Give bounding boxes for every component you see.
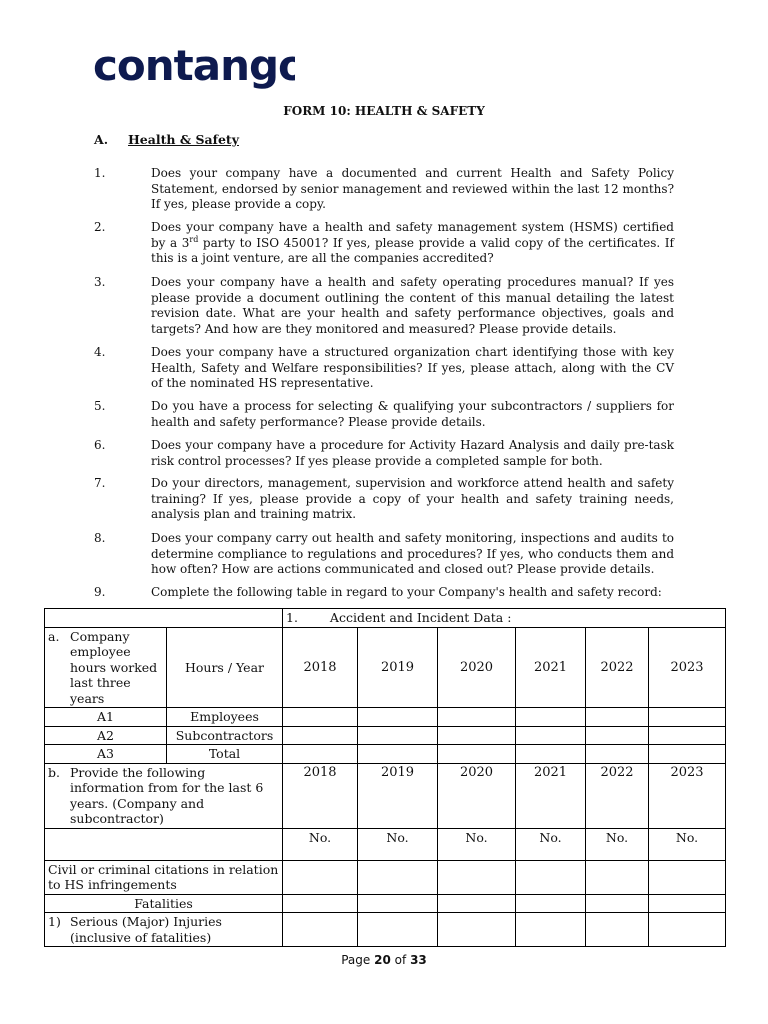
question-text: Does your company have a health and safety operating procedures manual? If yes please provide a document outlining the content of this manual detailing the latest revision date. What are your health and safety performance objectives, goals and targets? And how are they monitored and measured? Please provide details. xyxy=(151,275,674,336)
table-cell[interactable] xyxy=(438,726,516,745)
table-cell[interactable] xyxy=(516,894,586,913)
table-title-cell xyxy=(283,609,726,628)
civil-citations-label: Civil or criminal citations in relation to HS infringements xyxy=(45,860,283,894)
table-cell[interactable] xyxy=(358,708,438,727)
table-cell[interactable] xyxy=(516,860,586,894)
table-cell[interactable] xyxy=(649,860,726,894)
section-heading xyxy=(94,132,239,147)
row-label: Employees xyxy=(167,708,283,727)
row-b-label-cell xyxy=(45,763,283,828)
table-cell[interactable] xyxy=(283,860,358,894)
table-cell[interactable] xyxy=(649,894,726,913)
table-cell[interactable] xyxy=(283,745,358,764)
table-row xyxy=(45,627,726,708)
table-row xyxy=(45,860,726,894)
row-b-text: Provide the following information from for the last 6 years. (Company and subcontractor) xyxy=(70,764,264,826)
table-cell[interactable] xyxy=(649,745,726,764)
table-title-row xyxy=(45,609,726,628)
question-number: 9. xyxy=(94,585,106,599)
question-text: Does your company have a structured organization chart identifying those with key Health, Safety and Welfare responsibilities? If yes, please attach, along with the CV of the nominated HS representative. xyxy=(151,345,674,391)
table-cell[interactable] xyxy=(358,745,438,764)
year-header: 2019 xyxy=(358,627,438,708)
no-header: No. xyxy=(586,828,649,860)
serious-text: Serious (Major) Injuries (inclusive of fatalities) xyxy=(70,914,222,945)
no-header: No. xyxy=(649,828,726,860)
question-5 xyxy=(94,399,674,430)
question-number: 1. xyxy=(94,166,106,180)
question-8 xyxy=(94,531,674,578)
table-row xyxy=(45,828,726,860)
table-title: Accident and Incident Data : xyxy=(329,610,512,625)
table-cell[interactable] xyxy=(283,708,358,727)
row-b-letter: b. xyxy=(48,764,60,780)
hours-header: Hours / Year xyxy=(167,627,283,708)
table-cell[interactable] xyxy=(516,745,586,764)
accident-incident-table xyxy=(44,608,726,947)
table-cell[interactable] xyxy=(438,708,516,727)
table-cell[interactable] xyxy=(586,745,649,764)
question-9 xyxy=(94,585,674,601)
superscript: rd xyxy=(189,234,199,244)
page-footer xyxy=(0,953,768,967)
table-row xyxy=(45,726,726,745)
serious-injuries-label-cell xyxy=(45,913,283,947)
no-header: No. xyxy=(438,828,516,860)
question-text: Do you have a process for selecting & qualifying your subcontractors / suppliers for health and safety performance? Please provide details. xyxy=(151,399,674,429)
table-cell[interactable] xyxy=(358,726,438,745)
fatalities-label: Fatalities xyxy=(45,894,283,913)
table-cell[interactable] xyxy=(358,894,438,913)
question-text-part: party to ISO 45001? If yes, please provide a valid copy of the certificates. If this is a joint venture, are all the companies accredited? xyxy=(151,235,674,266)
year-header: 2018 xyxy=(283,627,358,708)
table-cell[interactable] xyxy=(586,894,649,913)
table-cell[interactable] xyxy=(649,708,726,727)
row-label: Total xyxy=(167,745,283,764)
row-a-label xyxy=(48,629,163,707)
table-cell[interactable] xyxy=(516,726,586,745)
table-cell[interactable] xyxy=(358,860,438,894)
table-cell[interactable] xyxy=(586,860,649,894)
table-cell[interactable] xyxy=(438,860,516,894)
question-number: 3. xyxy=(94,275,106,289)
serious-injuries-label xyxy=(48,914,279,945)
no-header: No. xyxy=(283,828,358,860)
question-number: 8. xyxy=(94,531,106,545)
row-a-letter: a. xyxy=(48,628,60,644)
table-cell[interactable] xyxy=(649,913,726,947)
table-cell[interactable] xyxy=(283,894,358,913)
question-1 xyxy=(94,166,674,213)
table-cell[interactable] xyxy=(516,913,586,947)
page-number: 20 xyxy=(374,953,391,967)
question-6 xyxy=(94,438,674,469)
table-cell[interactable] xyxy=(586,726,649,745)
question-text: Do your directors, management, supervision and workforce attend health and safety training? If yes, please provide a copy of your health and safety training needs, analysis plan and training matrix. xyxy=(151,476,674,522)
footer-of: of xyxy=(394,953,407,967)
table-cell[interactable] xyxy=(438,745,516,764)
year-header: 2022 xyxy=(586,627,649,708)
table-cell[interactable] xyxy=(649,726,726,745)
row-code: A3 xyxy=(45,745,167,764)
row-a-label-cell xyxy=(45,627,167,708)
row-code: A1 xyxy=(45,708,167,727)
question-number: 5. xyxy=(94,399,106,413)
footer-prefix: Page xyxy=(341,953,371,967)
table-row xyxy=(45,708,726,727)
question-text: Complete the following table in regard to your Company's health and safety record: xyxy=(151,585,662,599)
row-label: Subcontractors xyxy=(167,726,283,745)
form-title: FORM 10: HEALTH & SAFETY xyxy=(283,104,485,118)
row-b-label xyxy=(48,765,279,827)
question-number: 7. xyxy=(94,476,106,490)
year-header: 2020 xyxy=(438,627,516,708)
year-header: 2019 xyxy=(358,763,438,828)
section-letter: A. xyxy=(94,132,109,147)
table-cell[interactable] xyxy=(283,913,358,947)
table-row xyxy=(45,894,726,913)
logo-text: contango xyxy=(93,44,295,90)
year-header: 2020 xyxy=(438,763,516,828)
table-title-number: 1. xyxy=(286,610,298,625)
year-header: 2018 xyxy=(283,763,358,828)
year-header: 2023 xyxy=(649,627,726,708)
question-number: 2. xyxy=(94,220,106,234)
table-row xyxy=(45,763,726,828)
year-header: 2023 xyxy=(649,763,726,828)
no-header: No. xyxy=(358,828,438,860)
year-header: 2021 xyxy=(516,627,586,708)
question-number: 4. xyxy=(94,345,106,359)
table-cell[interactable] xyxy=(586,913,649,947)
table-cell[interactable] xyxy=(438,913,516,947)
question-7 xyxy=(94,476,674,523)
table-cell[interactable] xyxy=(358,913,438,947)
table-row xyxy=(45,745,726,764)
contango-logo xyxy=(93,44,295,96)
row-code: A2 xyxy=(45,726,167,745)
logo-wordmark xyxy=(93,44,295,92)
question-text: Does your company have a documented and current Health and Safety Policy Statement, endorsed by senior management and reviewed within the last 12 months? If yes, please provide a copy. xyxy=(151,166,674,212)
question-number: 6. xyxy=(94,438,106,452)
table-cell xyxy=(45,609,283,628)
table-cell[interactable] xyxy=(586,708,649,727)
year-header: 2022 xyxy=(586,763,649,828)
section-title: Health & Safety xyxy=(128,132,239,147)
question-4 xyxy=(94,345,674,392)
question-text xyxy=(151,220,674,267)
no-header: No. xyxy=(516,828,586,860)
serious-number: 1) xyxy=(48,914,61,929)
table-cell xyxy=(45,828,283,860)
year-header: 2021 xyxy=(516,763,586,828)
question-2 xyxy=(94,220,674,267)
question-text: Does your company have a procedure for Activity Hazard Analysis and daily pre-task risk control processes? If yes please provide a completed sample for both. xyxy=(151,438,674,468)
table-cell[interactable] xyxy=(438,894,516,913)
question-3 xyxy=(94,275,674,337)
table-cell[interactable] xyxy=(516,708,586,727)
question-text-part: Does your company have a health and safety management system (HSMS) certified by a 3 xyxy=(151,220,674,250)
table-cell[interactable] xyxy=(283,726,358,745)
table-row xyxy=(45,913,726,947)
row-a-text: Company employee hours worked last three years xyxy=(70,628,158,706)
question-text: Does your company carry out health and safety monitoring, inspections and audits to determine compliance to regulations and procedures? If yes, who conducts them and how often? How are actions communicated and closed out? Please provide details. xyxy=(151,531,674,577)
page-total: 33 xyxy=(410,953,427,967)
